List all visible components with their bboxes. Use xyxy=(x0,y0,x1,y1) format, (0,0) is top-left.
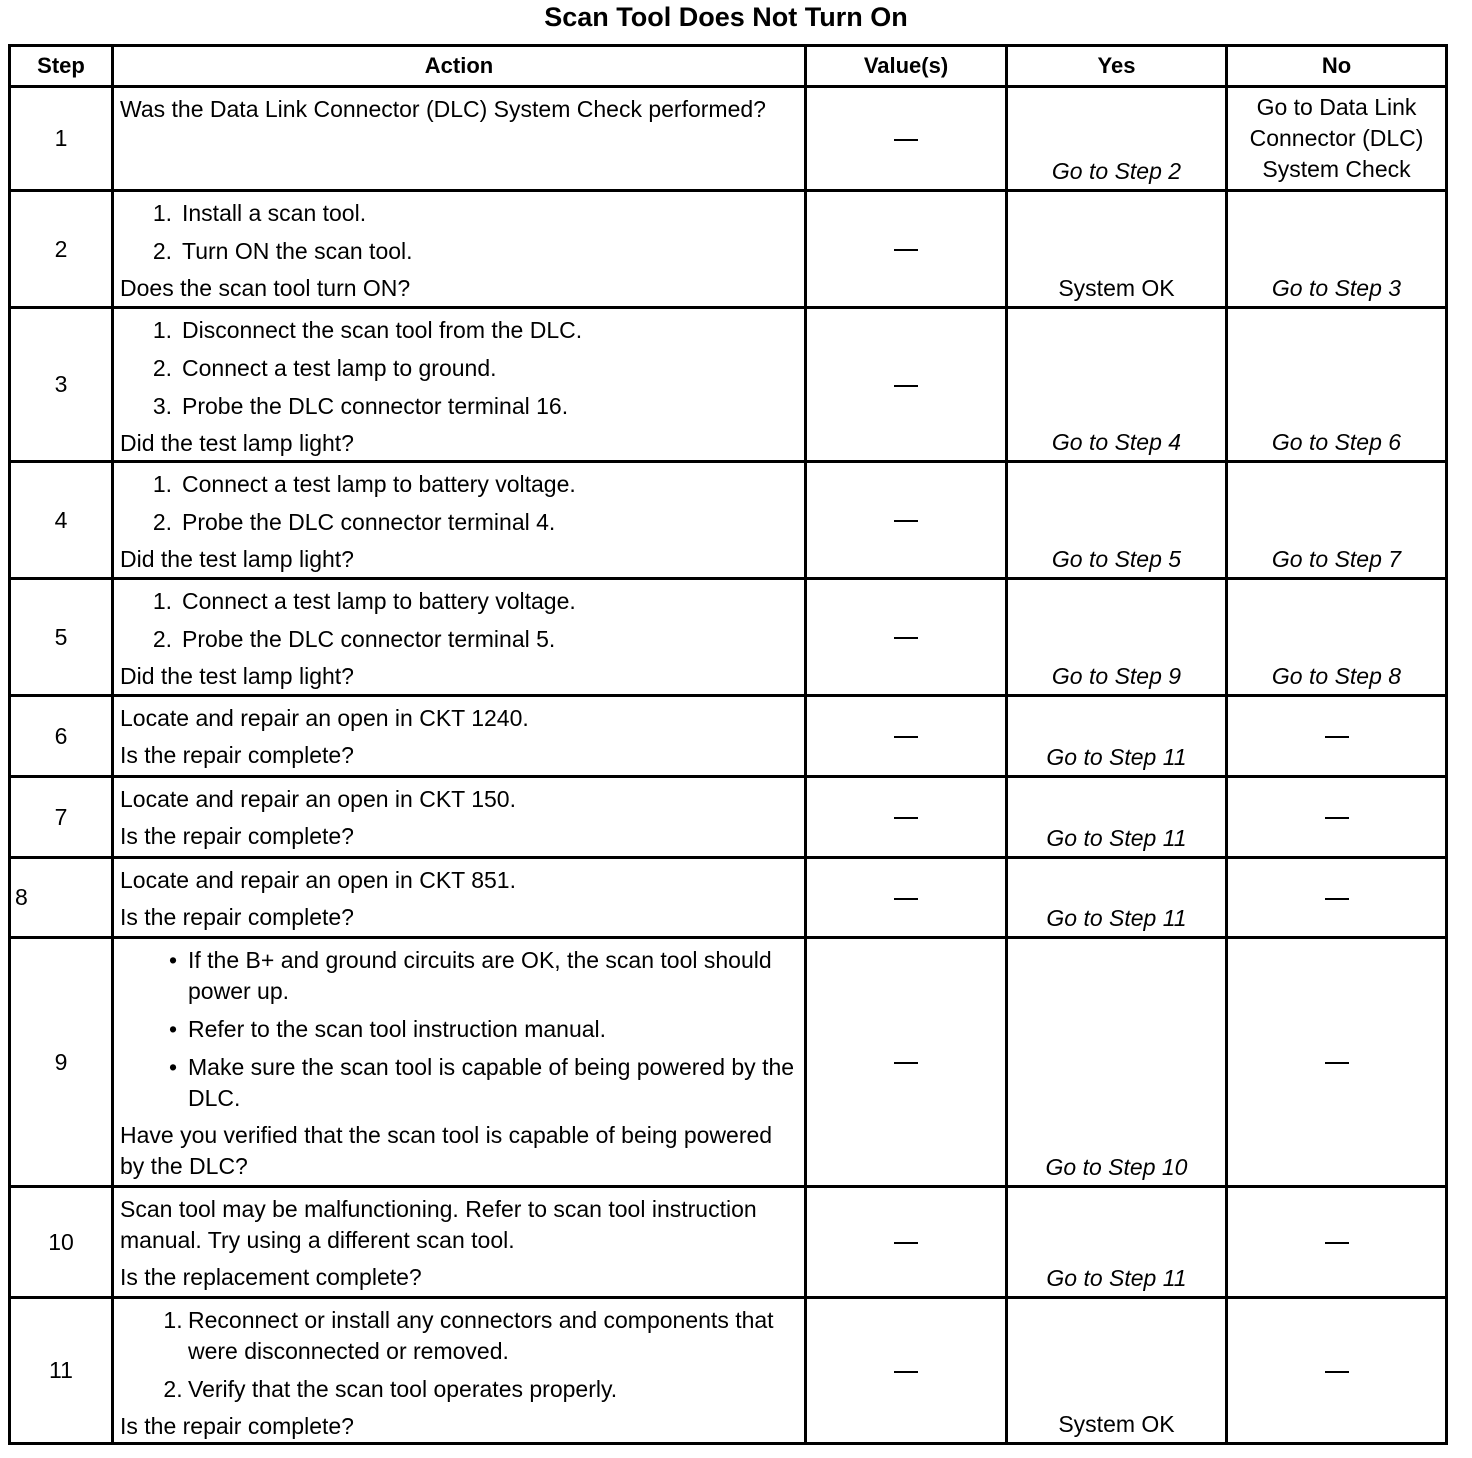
table-row xyxy=(10,462,1447,579)
yes-cell: Go to Step 9 xyxy=(1007,579,1227,696)
value-dash xyxy=(894,817,918,819)
step-number: 3 xyxy=(10,308,113,462)
action-item: 2. Connect a test lamp to ground. xyxy=(152,355,497,381)
action-bullet: • Make sure the scan tool is capable of being powered by the DLC. xyxy=(168,1054,795,1111)
action-cell xyxy=(113,191,806,308)
no-cell xyxy=(1227,1187,1447,1298)
action-question: Is the repair complete? xyxy=(120,742,354,768)
action-bullet: • If the B+ and ground circuits are OK, the scan tool should power up. xyxy=(168,947,772,1004)
no-cell xyxy=(1227,858,1447,938)
value-dash xyxy=(894,736,918,738)
yes-cell: Go to Step 5 xyxy=(1007,462,1227,579)
table-row xyxy=(10,579,1447,696)
no-cell xyxy=(1227,1298,1447,1444)
values-header: Value(s) xyxy=(806,46,1007,87)
value-dash xyxy=(894,1371,918,1373)
no-dash xyxy=(1325,1242,1349,1244)
no-cell xyxy=(1227,777,1447,858)
header-row xyxy=(10,46,1447,87)
action-item: 1. Connect a test lamp to battery voltage. xyxy=(152,588,576,614)
value-cell xyxy=(806,87,1007,191)
step-number: 10 xyxy=(10,1187,113,1298)
action-item: 2. Verify that the scan tool operates properly. xyxy=(163,1376,618,1402)
table-row xyxy=(10,87,1447,191)
diagnostic-table xyxy=(8,44,1448,1445)
no-dash xyxy=(1325,898,1349,900)
value-cell xyxy=(806,191,1007,308)
no-dash xyxy=(1325,1062,1349,1064)
action-cell xyxy=(113,1298,806,1444)
action-bullet: • Refer to the scan tool instruction manual. xyxy=(168,1016,607,1042)
action-question: Is the replacement complete? xyxy=(120,1264,422,1290)
no-cell: Go to Step 3 xyxy=(1227,191,1447,308)
step-number: 8 xyxy=(10,858,113,938)
step-number: 9 xyxy=(10,938,113,1187)
no-cell xyxy=(1227,938,1447,1187)
value-dash xyxy=(894,637,918,639)
action-item: 3. Probe the DLC connector terminal 16. xyxy=(152,393,569,419)
action-cell xyxy=(113,87,806,191)
action-question: Did the test lamp light? xyxy=(120,546,354,572)
table-row xyxy=(10,1298,1447,1444)
action-cell xyxy=(113,579,806,696)
step-number: 4 xyxy=(10,462,113,579)
action-item: 2. Probe the DLC connector terminal 4. xyxy=(152,509,556,535)
value-cell xyxy=(806,308,1007,462)
table-row xyxy=(10,308,1447,462)
yes-cell: Go to Step 10 xyxy=(1007,938,1227,1187)
yes-cell: Go to Step 11 xyxy=(1007,777,1227,858)
action-question: Is the repair complete? xyxy=(120,904,354,930)
action-cell xyxy=(113,938,806,1187)
table-row xyxy=(10,858,1447,938)
no-cell: Go to Data Link Connector (DLC) System Check xyxy=(1227,87,1447,191)
action-question: Does the scan tool turn ON? xyxy=(120,275,411,301)
no-cell xyxy=(1227,696,1447,777)
yes-cell: Go to Step 11 xyxy=(1007,1187,1227,1298)
table-row xyxy=(10,938,1447,1187)
value-dash xyxy=(894,249,918,251)
action-item: 2. Probe the DLC connector terminal 5. xyxy=(152,626,556,652)
value-cell xyxy=(806,1298,1007,1444)
action-question: Did the test lamp light? xyxy=(120,663,354,689)
step-number: 6 xyxy=(10,696,113,777)
action-cell xyxy=(113,858,806,938)
yes-header: Yes xyxy=(1007,46,1227,87)
no-dash xyxy=(1325,736,1349,738)
action-cell xyxy=(113,1187,806,1298)
step-number: 7 xyxy=(10,777,113,858)
action-item: 1. Disconnect the scan tool from the DLC. xyxy=(152,317,583,343)
value-dash xyxy=(894,898,918,900)
action-cell xyxy=(113,777,806,858)
no-header: No xyxy=(1227,46,1447,87)
action-text: Locate and repair an open in CKT 150. xyxy=(120,786,516,812)
table-row xyxy=(10,191,1447,308)
no-dash xyxy=(1325,817,1349,819)
action-text: Locate and repair an open in CKT 1240. xyxy=(120,705,529,731)
value-dash xyxy=(894,520,918,522)
yes-cell: Go to Step 4 xyxy=(1007,308,1227,462)
value-cell xyxy=(806,858,1007,938)
value-cell xyxy=(806,1187,1007,1298)
value-cell xyxy=(806,696,1007,777)
value-dash xyxy=(894,139,918,141)
no-cell: Go to Step 7 xyxy=(1227,462,1447,579)
action-question: Is the repair complete? xyxy=(120,823,354,849)
table-row xyxy=(10,777,1447,858)
action-text: Was the Data Link Connector (DLC) System Check performed? xyxy=(120,96,766,122)
step-number: 11 xyxy=(10,1298,113,1444)
action-cell xyxy=(113,696,806,777)
yes-cell: Go to Step 2 xyxy=(1007,87,1227,191)
action-cell xyxy=(113,308,806,462)
action-text: Scan tool may be malfunctioning. Refer to scan tool instruction manual. Try using a different scan tool. xyxy=(120,1196,757,1253)
action-cell xyxy=(113,462,806,579)
value-dash xyxy=(894,1242,918,1244)
step-number: 1 xyxy=(10,87,113,191)
table-row xyxy=(10,1187,1447,1298)
yes-cell: System OK xyxy=(1007,191,1227,308)
action-question: Have you verified that the scan tool is capable of being powered by the DLC? xyxy=(120,1122,773,1179)
action-question: Is the repair complete? xyxy=(120,1413,354,1439)
step-number: 2 xyxy=(10,191,113,308)
action-item: 1. Reconnect or install any connectors and components that were disconnected or removed. xyxy=(163,1307,774,1364)
value-cell xyxy=(806,579,1007,696)
action-item: 2. Turn ON the scan tool. xyxy=(152,238,413,264)
value-dash xyxy=(894,1062,918,1064)
table-row xyxy=(10,696,1447,777)
action-header: Action xyxy=(113,46,806,87)
action-item: 1. Connect a test lamp to battery voltage. xyxy=(152,471,576,497)
page-title: Scan Tool Does Not Turn On xyxy=(544,2,908,32)
step-header: Step xyxy=(10,46,113,87)
action-text: Locate and repair an open in CKT 851. xyxy=(120,867,516,893)
value-cell xyxy=(806,462,1007,579)
value-cell xyxy=(806,938,1007,1187)
value-dash xyxy=(894,385,918,387)
action-question: Did the test lamp light? xyxy=(120,430,354,456)
action-item: 1. Install a scan tool. xyxy=(152,200,367,226)
value-cell xyxy=(806,777,1007,858)
no-cell: Go to Step 8 xyxy=(1227,579,1447,696)
yes-cell: System OK xyxy=(1007,1298,1227,1444)
yes-cell: Go to Step 11 xyxy=(1007,858,1227,938)
step-number: 5 xyxy=(10,579,113,696)
no-dash xyxy=(1325,1371,1349,1373)
yes-cell: Go to Step 11 xyxy=(1007,696,1227,777)
no-cell: Go to Step 6 xyxy=(1227,308,1447,462)
